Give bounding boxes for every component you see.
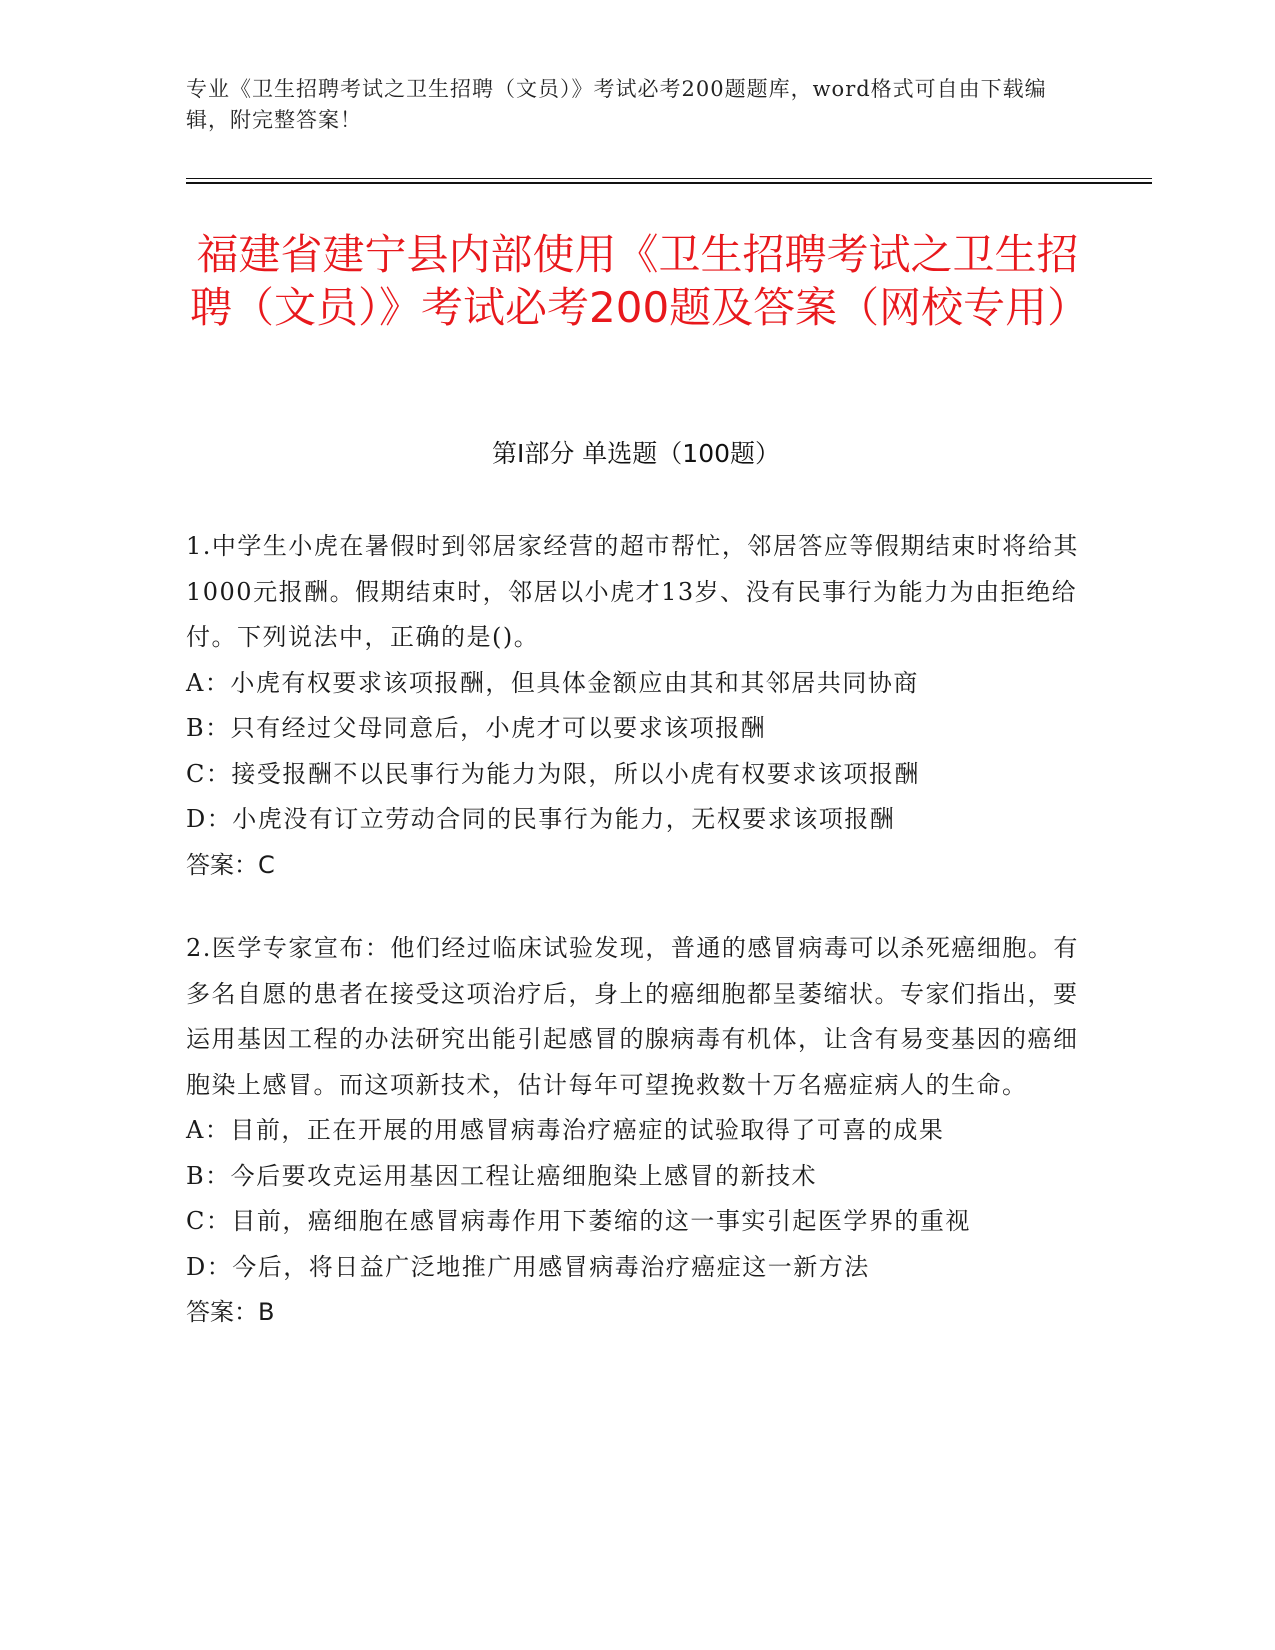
header-rule-thin	[186, 178, 1152, 179]
option-d: D：今后，将日益广泛地推广用感冒病毒治疗癌症这一新方法	[186, 1252, 870, 1281]
option-a: A：目前，正在开展的用感冒病毒治疗癌症的试验取得了可喜的成果	[186, 1116, 945, 1144]
question-stem: 2.医学专家宣布：他们经过临床试验发现，普通的感冒病毒可以杀死癌细胞。有多名自愿的患者在接受这项治疗后，身上的癌细胞都呈萎缩状。专家们指出，要运用基因工程的办法研究出能引起感冒的腺病毒有机体，让含有易变基因的癌细胞染上感冒。而这项新技术，估计每年可望挽救数十万名癌症病人的生命。	[186, 934, 1079, 1099]
question-1	[186, 524, 1086, 888]
header-rule-thick	[186, 182, 1152, 184]
answer-line: 答案：C	[186, 850, 275, 879]
section-title: 第Ⅰ部分 单选题（100题）	[491, 439, 781, 468]
document-title: 福建省建宁县内部使用《卫生招聘考试之卫生招聘（文员）》考试必考200题及答案（网校专用）	[190, 230, 1090, 332]
question-2	[186, 926, 1086, 1336]
option-c: C：目前，癌细胞在感冒病毒作用下萎缩的这一事实引起医学界的重视	[186, 1207, 971, 1235]
option-b: B：今后要攻克运用基因工程让癌细胞染上感冒的新技术	[186, 1161, 818, 1190]
option-c: C：接受报酬不以民事行为能力为限，所以小虎有权要求该项报酬	[186, 759, 920, 788]
answer-line: 答案：B	[186, 1298, 275, 1326]
header-note: 专业《卫生招聘考试之卫生招聘（文员）》考试必考200题题库，word格式可自由下载编辑，附完整答案！	[186, 77, 1047, 132]
option-d: D：小虎没有订立劳动合同的民事行为能力，无权要求该项报酬	[186, 805, 896, 833]
question-stem: 1.中学生小虎在暑假时到邻居家经营的超市帮忙，邻居答应等假期结束时将给其1000元报酬。假期结束时，邻居以小虎才13岁、没有民事行为能力为由拒绝给付。下列说法中，正确的是()。	[186, 532, 1079, 651]
option-b: B：只有经过父母同意后，小虎才可以要求该项报酬	[186, 714, 767, 742]
option-a: A：小虎有权要求该项报酬，但具体金额应由其和其邻居共同协商	[186, 668, 919, 697]
